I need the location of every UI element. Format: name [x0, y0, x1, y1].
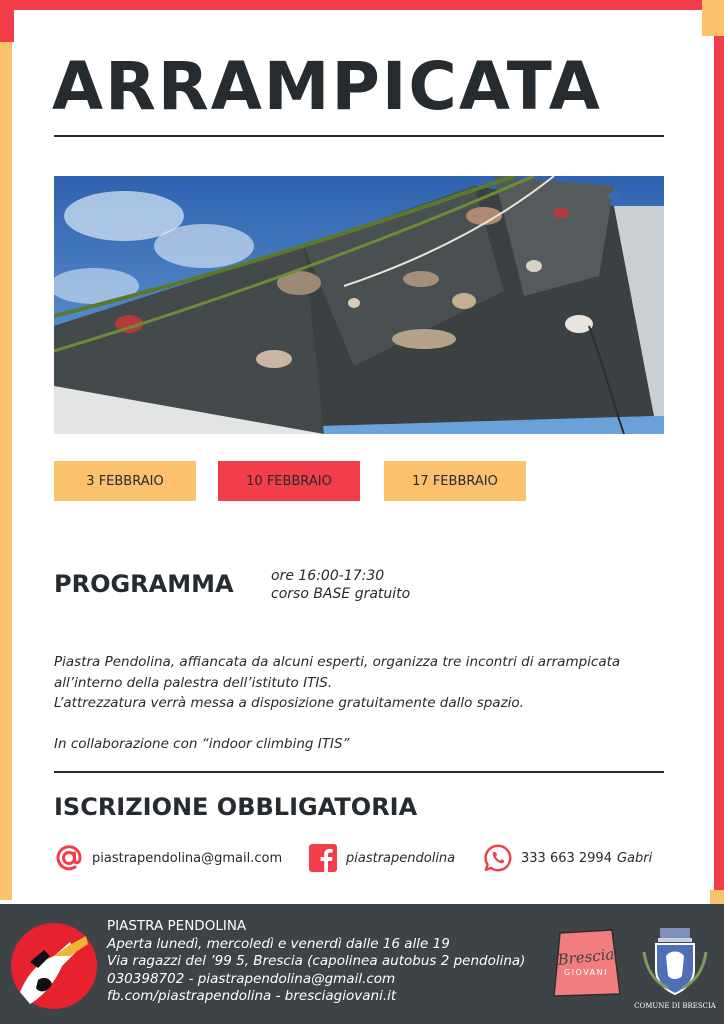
brescia-logo-line2: GIOVANI: [564, 968, 608, 977]
contact-email[interactable]: [54, 843, 282, 873]
frame-stripe-left: [0, 0, 12, 900]
contact-phone[interactable]: [483, 843, 652, 873]
date-badge-1: 3 FEBBRAIO: [54, 461, 196, 501]
program-info: [271, 567, 410, 603]
date-badge-2: 10 FEBBRAIO: [218, 461, 360, 501]
registration-divider: [54, 771, 664, 773]
phone-number: 333 663 2994: [521, 850, 612, 866]
frame-corner-right: [702, 0, 724, 36]
brescia-giovani-logo: [550, 928, 622, 998]
description-line: all’interno della palestra dell’istituto ITIS.: [54, 674, 333, 691]
phone-contact-name: Gabri: [616, 850, 653, 866]
title-divider: [54, 135, 664, 137]
comune-di-brescia-logo: [636, 922, 714, 1018]
description: [54, 652, 620, 755]
at-icon: [54, 843, 84, 873]
frame-stripe-right: [714, 0, 724, 900]
piastra-pendolina-logo: [10, 922, 98, 1010]
program-heading: PROGRAMMA: [54, 570, 234, 598]
program-course: corso BASE gratuito: [271, 586, 411, 602]
footer-address: Via ragazzi del ’99 5, Brescia (capolinea autobus 2 pendolina): [107, 953, 526, 969]
brescia-logo-line1: Brescia: [556, 945, 616, 969]
frame-stripe-top: [0, 0, 724, 10]
date-badge-3: 17 FEBBRAIO: [384, 461, 526, 501]
whatsapp-icon: [483, 843, 513, 873]
coat-of-arms-icon: [636, 922, 714, 998]
registration-heading: ISCRIZIONE OBBLIGATORIA: [54, 793, 418, 821]
climbing-wall-photo: [54, 176, 664, 434]
facebook-text: piastrapendolina: [346, 850, 456, 866]
description-line: Piastra Pendolina, affiancata da alcuni esperti, organizza tre incontri di arrampicata: [54, 654, 621, 670]
footer-info: [107, 918, 525, 1006]
contact-facebook[interactable]: [308, 843, 455, 873]
facebook-icon: [308, 843, 338, 873]
footer-hours: Aperta lunedì, mercoledì e venerdì dalle 16 alle 19: [107, 935, 450, 952]
footer-contacts: 030398702 - piastrapendolina@gmail.com: [107, 970, 396, 987]
email-text: piastrapendolina@gmail.com: [92, 850, 283, 866]
description-line: L’attrezzatura verrà messa a disposizione gratuitamente dallo spazio.: [54, 695, 524, 711]
footer-web: fb.com/piastrapendolina - bresciagiovani.it: [107, 988, 397, 1004]
comune-label: COMUNE DI BRESCIA: [634, 1002, 716, 1010]
program-time: ore 16:00-17:30: [271, 568, 385, 584]
footer-org: PIASTRA PENDOLINA: [107, 918, 247, 934]
description-line: In collaborazione con “indoor climbing ITIS”: [54, 736, 350, 752]
page-title: ARRAMPICATA: [52, 48, 602, 125]
frame-corner-left: [0, 0, 14, 42]
